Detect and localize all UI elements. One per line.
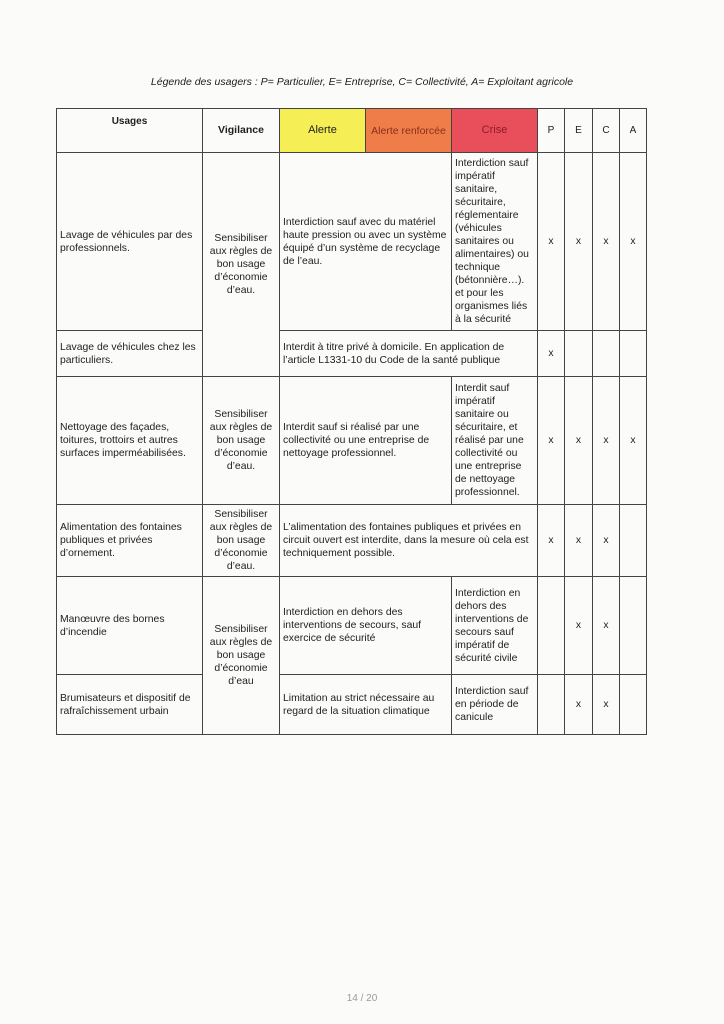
mark-p: x <box>538 331 565 377</box>
mark-a <box>620 675 647 735</box>
mark-e: x <box>565 153 593 331</box>
header-vigilance: Vigilance <box>203 109 280 153</box>
mark-a: x <box>620 153 647 331</box>
alerte-cell: Interdit sauf si réalisé par une collectivité ou une entreprise de nettoyage professionnel. <box>280 377 452 505</box>
mark-a <box>620 331 647 377</box>
usage-cell: Manœuvre des bornes d’incendie <box>57 577 203 675</box>
vigilance-cell: Sensibiliser aux règles de bon usage d’économie d’eau. <box>203 153 280 377</box>
table-row <box>57 675 647 735</box>
header-e: E <box>565 109 593 153</box>
alerte-cell: Interdiction sauf avec du matériel haute pression ou avec un système équipé d’un système de recyclage de l’eau. <box>280 153 452 331</box>
alerte-cell: Interdiction en dehors des interventions de secours, sauf exercice de sécurité <box>280 577 452 675</box>
mark-c: x <box>593 153 620 331</box>
usage-cell: Lavage de véhicules chez les particuliers. <box>57 331 203 377</box>
crise-cell: Interdiction en dehors des interventions de secours sauf impératif de sécurité civile <box>452 577 538 675</box>
mark-c: x <box>593 577 620 675</box>
usage-cell: Brumisateurs et dispositif de rafraîchissement urbain <box>57 675 203 735</box>
table-row <box>57 505 647 577</box>
table-row <box>57 153 647 331</box>
mark-p <box>538 675 565 735</box>
header-usages: Usages <box>57 109 203 153</box>
crise-cell: Interdiction sauf impératif sanitaire, sécuritaire, réglementaire (véhicules sanitaires ou alimentaires) ou technique (bétonnière…). et pour les organismes liés à la sécurité <box>452 153 538 331</box>
crise-cell: Interdiction sauf en période de canicule <box>452 675 538 735</box>
mark-e: x <box>565 377 593 505</box>
mark-p: x <box>538 377 565 505</box>
alerte-cell: L’alimentation des fontaines publiques et privées en circuit ouvert est interdite, dans la mesure où cela est techniquement possible. <box>280 505 538 577</box>
table-row <box>57 577 647 675</box>
usage-cell: Alimentation des fontaines publiques et privées d’ornement. <box>57 505 203 577</box>
header-alerte: Alerte <box>280 109 366 153</box>
mark-e <box>565 331 593 377</box>
usage-restrictions-table <box>56 108 647 735</box>
header-crise: Crise <box>452 109 538 153</box>
mark-a <box>620 577 647 675</box>
page-number: 14 / 20 <box>346 993 378 1004</box>
header-alerte-renforcee: Alerte renforcée <box>366 109 452 153</box>
mark-p: x <box>538 153 565 331</box>
mark-p <box>538 577 565 675</box>
vigilance-cell: Sensibiliser aux règles de bon usage d’économie d’eau. <box>203 377 280 505</box>
usage-cell: Lavage de véhicules par des professionnels. <box>57 153 203 331</box>
vigilance-cell: Sensibiliser aux règles de bon usage d’économie d’eau <box>203 577 280 735</box>
header-p: P <box>538 109 565 153</box>
table-row <box>57 331 647 377</box>
mark-c: x <box>593 505 620 577</box>
header-a: A <box>620 109 647 153</box>
mark-e: x <box>565 675 593 735</box>
table-row <box>57 377 647 505</box>
usage-cell: Nettoyage des façades, toitures, trottoirs et autres surfaces imperméabilisées. <box>57 377 203 505</box>
crise-cell: Interdit sauf impératif sanitaire ou sécuritaire, et réalisé par une collectivité ou une entreprise de nettoyage professionnel. <box>452 377 538 505</box>
mark-p: x <box>538 505 565 577</box>
mark-c: x <box>593 675 620 735</box>
header-row <box>57 109 647 153</box>
mark-e: x <box>565 505 593 577</box>
alerte-cell: Limitation au strict nécessaire au regard de la situation climatique <box>280 675 452 735</box>
mark-c <box>593 331 620 377</box>
mark-a: x <box>620 377 647 505</box>
header-c: C <box>593 109 620 153</box>
legend-text: Légende des usagers : P= Particulier, E= Entreprise, C= Collectivité, A= Exploitant agricole <box>150 76 574 88</box>
mark-a <box>620 505 647 577</box>
mark-c: x <box>593 377 620 505</box>
mark-e: x <box>565 577 593 675</box>
vigilance-cell: Sensibiliser aux règles de bon usage d’économie d’eau. <box>203 505 280 577</box>
alerte-cell: Interdit à titre privé à domicile. En application de l’article L1331-10 du Code de la santé publique <box>280 331 538 377</box>
